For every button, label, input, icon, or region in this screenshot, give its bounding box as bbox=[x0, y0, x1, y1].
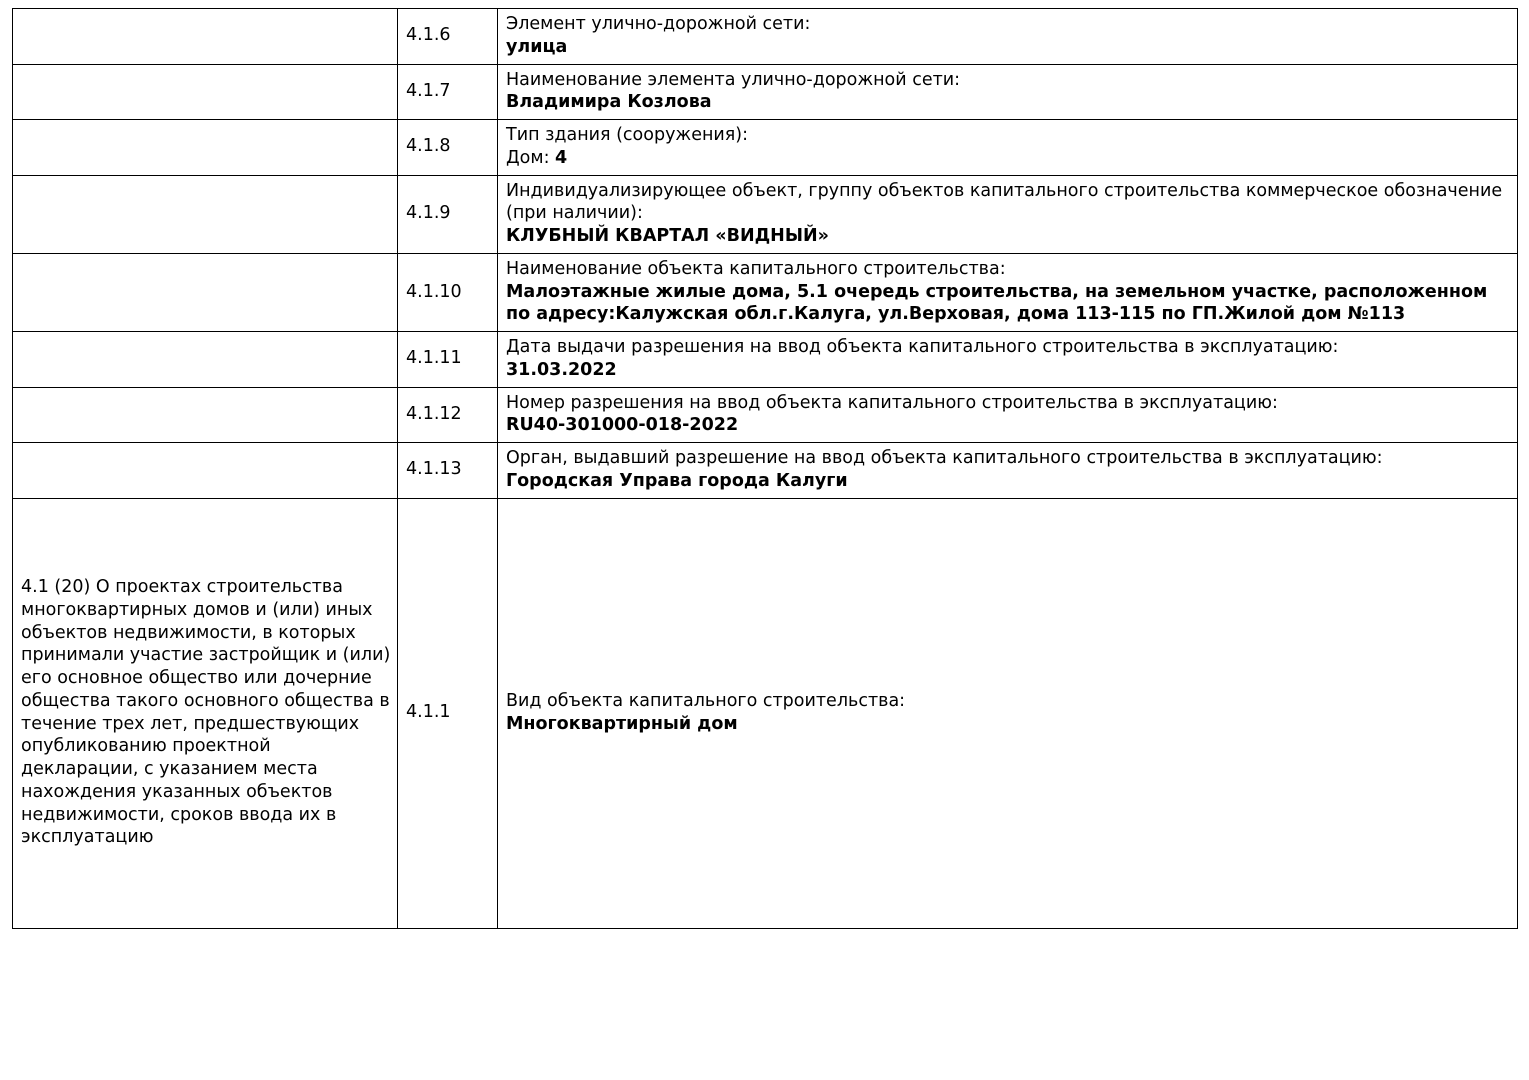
row-body bbox=[498, 175, 1518, 253]
row-value: улица bbox=[506, 36, 568, 57]
row-value bbox=[506, 147, 1511, 170]
row-number: 4.1.7 bbox=[398, 64, 498, 120]
row-caption: Индивидуализирующее объект, группу объектов капитального строительства коммерческое обозначение (при наличии): bbox=[506, 180, 1503, 224]
row-caption: Дата выдачи разрешения на ввод объекта капитального строительства в эксплуатацию: bbox=[506, 337, 1339, 357]
row-value: КЛУБНЫЙ КВАРТАЛ «ВИДНЫЙ» bbox=[506, 226, 829, 246]
row-caption: Номер разрешения на ввод объекта капитального строительства в эксплуатацию: bbox=[506, 392, 1278, 413]
table-row-section bbox=[13, 498, 1518, 928]
row-body bbox=[498, 443, 1518, 499]
row-number: 4.1.13 bbox=[398, 443, 498, 499]
row-body bbox=[498, 120, 1518, 176]
row-value: Городская Управа города Калуги bbox=[506, 470, 848, 491]
row-caption: Вид объекта капитального строительства: bbox=[506, 690, 906, 711]
row-value-bold: 4 bbox=[555, 147, 568, 168]
table-row bbox=[13, 332, 1518, 388]
row-value: Многоквартирный дом bbox=[506, 713, 738, 734]
row-label bbox=[13, 332, 398, 388]
table-row bbox=[13, 443, 1518, 499]
row-label bbox=[13, 9, 398, 65]
row-label bbox=[13, 387, 398, 443]
row-caption: Наименование элемента улично-дорожной сети: bbox=[506, 69, 961, 90]
section-label: 4.1 (20) О проектах строительства многоквартирных домов и (или) иных объектов недвижимости, в которых принимали участие застройщик и (или) его основное общество или дочерние общества такого основного общества в течение трех лет, предшествующих опубликованию проектной декларации, с указанием места нахождения указанных объектов недвижимости, сроков ввода их в эксплуатацию bbox=[13, 498, 398, 928]
row-value: RU40-301000-018-2022 bbox=[506, 415, 739, 436]
row-caption: Элемент улично-дорожной сети: bbox=[506, 14, 811, 34]
table-row bbox=[13, 120, 1518, 176]
row-body bbox=[498, 64, 1518, 120]
row-body bbox=[498, 9, 1518, 65]
table-row bbox=[13, 9, 1518, 65]
row-label bbox=[13, 120, 398, 176]
row-label bbox=[13, 443, 398, 499]
row-number: 4.1.8 bbox=[398, 120, 498, 176]
row-body bbox=[498, 498, 1518, 928]
row-caption: Орган, выдавший разрешение на ввод объекта капитального строительства в эксплуатацию: bbox=[506, 448, 1383, 468]
row-value: Малоэтажные жилые дома, 5.1 очередь строительства, на земельном участке, расположенном по адресу:Калужская обл.г.Калуга, ул.Верховая, дома 113-115 по ГП.Жилой дом №113 bbox=[506, 281, 1488, 325]
row-label bbox=[13, 175, 398, 253]
row-body bbox=[498, 253, 1518, 331]
row-number: 4.1.9 bbox=[398, 175, 498, 253]
row-number: 4.1.10 bbox=[398, 253, 498, 331]
row-caption: Тип здания (сооружения): bbox=[506, 125, 749, 145]
row-label bbox=[13, 253, 398, 331]
row-label bbox=[13, 64, 398, 120]
table-row bbox=[13, 64, 1518, 120]
row-value-prefix: Дом: bbox=[506, 147, 556, 168]
row-value: Владимира Козлова bbox=[506, 92, 712, 113]
row-number: 4.1.1 bbox=[398, 498, 498, 928]
row-body bbox=[498, 332, 1518, 388]
row-value: 31.03.2022 bbox=[506, 359, 617, 380]
declaration-table bbox=[12, 8, 1518, 929]
table-row bbox=[13, 387, 1518, 443]
row-number: 4.1.12 bbox=[398, 387, 498, 443]
table-row bbox=[13, 253, 1518, 331]
row-caption: Наименование объекта капитального строительства: bbox=[506, 258, 1006, 279]
table-row bbox=[13, 175, 1518, 253]
row-number: 4.1.11 bbox=[398, 332, 498, 388]
row-body bbox=[498, 387, 1518, 443]
row-number: 4.1.6 bbox=[398, 9, 498, 65]
